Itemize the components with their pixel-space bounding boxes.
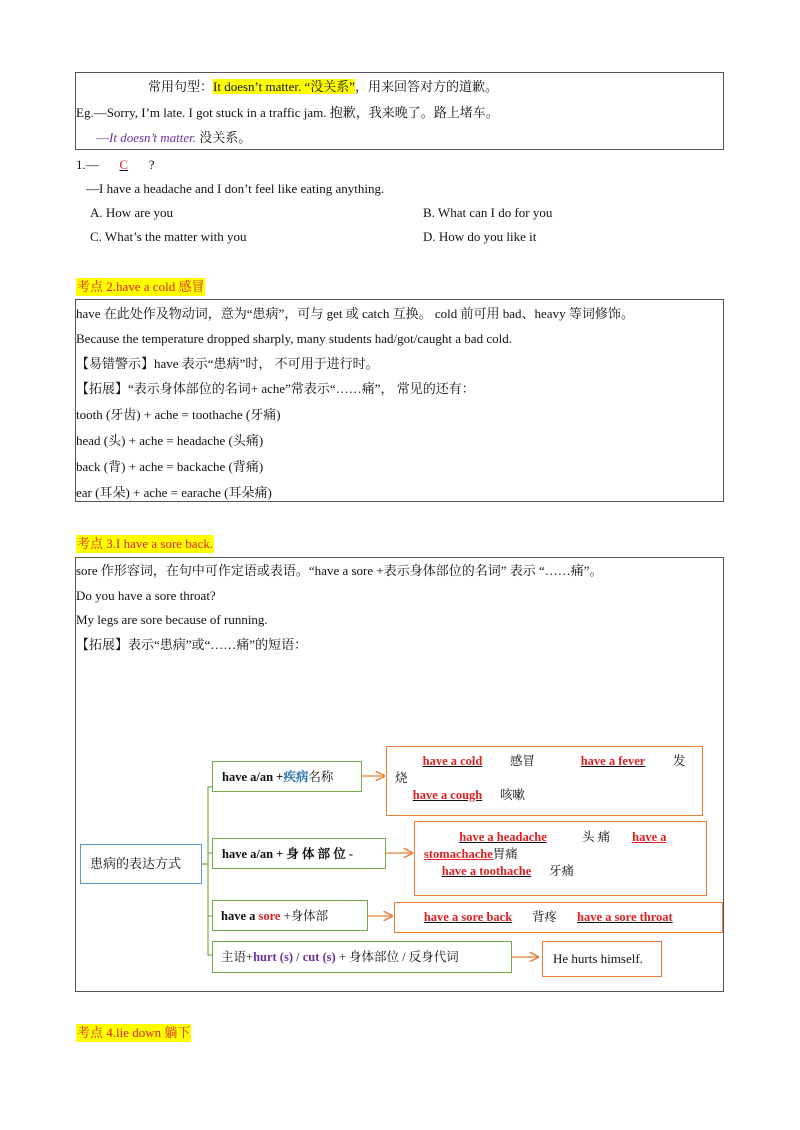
branch-4-slash: / (293, 950, 303, 964)
question-1-prefix: 1.— (76, 157, 99, 172)
phrase-stomachache-cont: stomachache (424, 847, 493, 861)
diagram-branch-2: have a/an + 身 体 部 位 - (212, 838, 386, 869)
phrase-text: have a cold (422, 754, 483, 768)
phrase-have-a-toothache (424, 863, 549, 880)
branch-1-name: 名称 (308, 770, 334, 784)
reply-italic: It doesn’t matter. (109, 130, 197, 145)
phrase-text: have a fever (580, 754, 646, 768)
section-3-line: My legs are sore because of running. (76, 612, 268, 627)
section-2-line: 【易错警示】have 表示“患病”时， 不可用于进行时。 (76, 356, 379, 371)
diagram-result-3 (394, 902, 723, 933)
branch-4-hurt: hurt (s) (253, 950, 293, 964)
branch-4-subject: 主语+ (221, 950, 254, 964)
branch-3-part: +身体部 (280, 909, 329, 923)
section-4-heading: 考点 4.lie down 躺下 (77, 1025, 191, 1040)
diagram-branch-3 (212, 900, 368, 931)
phrase-cn: 发 (673, 754, 686, 768)
section-3-line: 【拓展】表示“患病”或“……痛”的短语： (76, 637, 308, 652)
section-3-heading: 考点 3.I have a sore back. (77, 536, 214, 551)
section-2-heading: 考点 2.have a cold 感冒 (77, 279, 205, 294)
section-2-line: have 在此处作及物动词，意为“患病”，可与 get 或 catch 互换。 cold 前可用 bad、heavy 等词修饰。 (76, 306, 634, 321)
phrase-have-a-sore-throat (571, 909, 673, 926)
question-1-line2: —I have a headache and I don’t feel like eating anything. (86, 181, 385, 196)
branch-3-text: have a (221, 909, 259, 923)
section-2-line: tooth (牙齿) + ache = toothache (牙痛) (76, 407, 281, 422)
phrase-cn-wrap: 烧 (395, 771, 408, 785)
diagram-result-1 (386, 746, 703, 816)
pattern-suffix: ，用来回答对方的道歉。 (355, 79, 499, 94)
diagram-root: 患病的表达方式 (80, 844, 202, 884)
phrase-cn: 背疼 (532, 910, 558, 924)
option-d: D. How do you like it (423, 229, 537, 244)
branch-1-text: have a/an + (222, 770, 284, 784)
phrase-text: have a sore back (423, 910, 513, 924)
option-a: A. How are you (90, 205, 174, 220)
diagram-branch-1 (212, 761, 362, 792)
branch-3-sore: sore (258, 909, 281, 923)
phrase-have-a-sore-back (404, 909, 532, 926)
phrase-have-a-headache (424, 829, 582, 846)
section-2-line: Because the temperature dropped sharply, many students had/got/caught a bad cold. (76, 331, 512, 346)
question-1-answer: C (119, 157, 129, 172)
option-b: B. What can I do for you (423, 205, 553, 220)
branch-1-disease: 疾病 (283, 770, 309, 784)
section-3-line: sore 作形容词，在句中可作定语或表语。“have a sore +表示身体部位的名词” 表示 “……痛”。 (76, 563, 603, 578)
diagram-branch-4 (212, 941, 512, 973)
diagram-result-4: He hurts himself. (542, 941, 662, 977)
phrase-text: have a toothache (441, 864, 532, 878)
phrase-text: have a cough (412, 788, 483, 802)
phrase-cn: 头 痛 (582, 830, 611, 844)
section-2-line: head (头) + ache = headache (头痛) (76, 433, 264, 448)
option-c: C. What’s the matter with you (90, 229, 247, 244)
branch-4-rest: + 身体部位 / 反身代词 (335, 950, 459, 964)
phrase-have-a-stomachache: have a (632, 830, 667, 844)
pattern-prefix: 常用句型： (148, 79, 214, 94)
phrase-have-a-cough (395, 787, 500, 804)
section-3-line: Do you have a sore throat? (76, 588, 216, 603)
phrase-cn: 咳嗽 (500, 788, 526, 802)
example-line: Eg.—Sorry, I’m late. I got stuck in a traffic jam. 抱歉，我来晚了。路上堵车。 (76, 105, 499, 120)
section-2-line: back (背) + ache = backache (背痛) (76, 459, 264, 474)
phrase-cn: 胃痛 (492, 847, 518, 861)
branch-4-cut: cut (s) (302, 950, 336, 964)
phrase-have-a-fever (553, 753, 673, 770)
phrase-cn: 牙痛 (549, 864, 575, 878)
reply-cn: 没关系。 (196, 130, 252, 145)
section-2-line: 【拓展】“表示身体部位的名词+ ache”常表示“……痛”， 常见的还有： (76, 381, 475, 396)
question-1-suffix: ? (148, 157, 155, 172)
reply-dash: — (96, 130, 109, 145)
diagram-result-2 (414, 821, 707, 896)
section-2-line: ear (耳朵) + ache = earache (耳朵痛) (76, 485, 272, 500)
phrase-have-a-cold (395, 753, 510, 770)
phrase-text: have a headache (459, 830, 547, 844)
phrase-text: have a sore throat (577, 910, 673, 924)
phrase-cn: 感冒 (510, 754, 536, 768)
pattern-highlight: It doesn’t matter. “没关系” (213, 79, 356, 94)
